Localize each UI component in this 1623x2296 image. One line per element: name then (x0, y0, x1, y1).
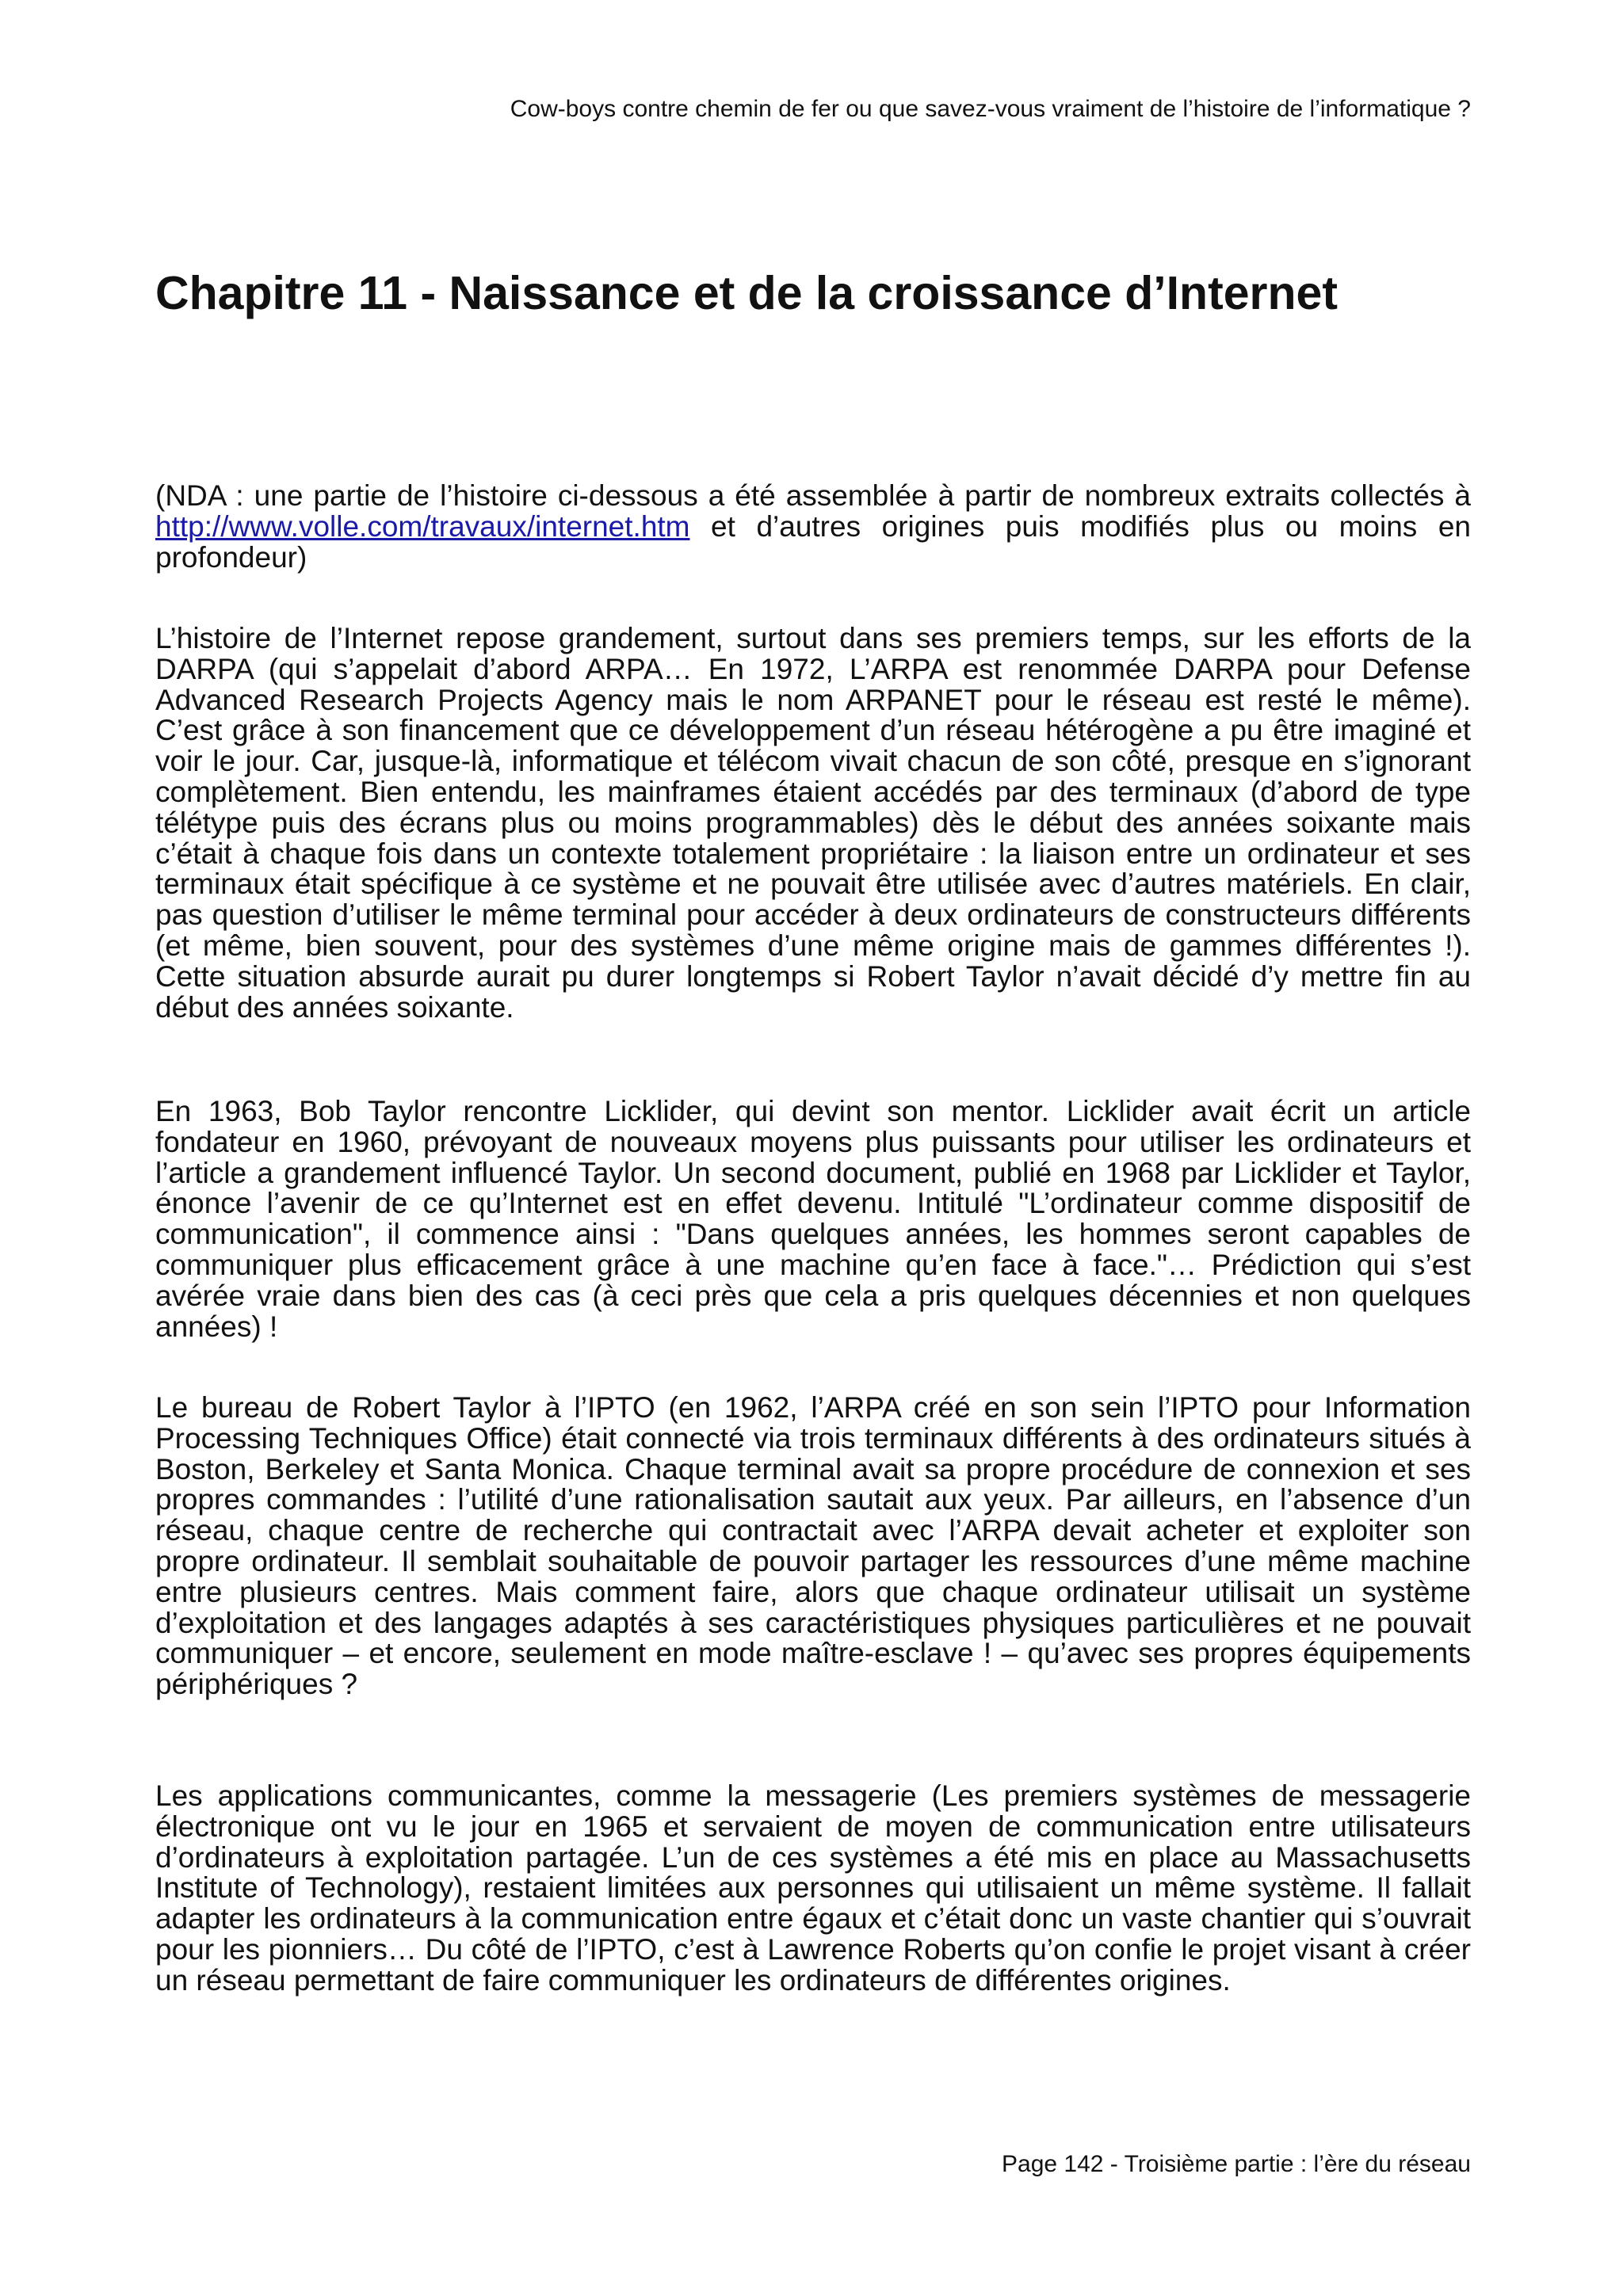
page-footer: Page 142 - Troisième partie : l’ère du réseau (1002, 2151, 1471, 2177)
running-header: Cow-boys contre chemin de fer ou que savez-vous vraiment de l’histoire de l’informatique ? (510, 96, 1471, 122)
author-note-text-after: et d’autres origines puis modifiés plus ou moins en profondeur) (155, 509, 1471, 574)
chapter-title: Chapitre 11 - Naissance et de la croissance d’Internet (155, 267, 1338, 319)
paragraph-taylor-licklider: En 1963, Bob Taylor rencontre Licklider, qui devint son mentor. Licklider avait écrit un article fondateur en 1960, prévoyant de nouveaux moyens plus puissants pour utiliser les ordinateurs et l’article a grandement influencé Taylor. Un second document, publié en 1968 par Licklider et Taylor, énonce l’avenir de ce qu’Internet est en effet devenu. Intitulé "L’ordinateur comme dispositif de communication", il commence ainsi : "Dans quelques années, les hommes seront capables de communiquer plus efficacement grâce à une machine qu’en face à face."… Prédiction qui s’est avérée vraie dans bien des cas (à ceci près que cela a pris quelques décennies et non quelques années) ! (155, 1095, 1471, 1343)
source-link[interactable]: http://www.volle.com/travaux/internet.htm (155, 509, 690, 543)
paragraph-darpa-history: L’histoire de l’Internet repose grandement, surtout dans ses premiers temps, sur les efforts de la DARPA (qui s’appelait d’abord ARPA… En 1972, L’ARPA est renommée DARPA pour Defense Advanced Research Projects Agency mais le nom ARPANET pour le réseau est resté le même). C’est grâce à son financement que ce développement d’un réseau hétérogène a pu être imaginé et voir le jour. Car, jusque-là, informatique et télécom vivait chacun de son côté, presque en s’ignorant complètement. Bien entendu, les mainframes étaient accédés par des terminaux (d’abord de type télétype puis des écrans plus ou moins programmables) dès le début des années soixante mais c’était à chaque fois dans un contexte totalement propriétaire : la liaison entre un ordinateur et ses terminaux était spécifique à ce système et ne pouvait être utilisée avec d’autres matériels. En clair, pas question d’utiliser le même terminal pour accéder à deux ordinateurs de constructeurs différents (et même, bien souvent, pour des systèmes d’une même origine mais de gammes différentes !). Cette situation absurde aurait pu durer longtemps si Robert Taylor n’avait décidé d’y mettre fin au début des années soixante. (155, 622, 1471, 1024)
paragraph-ipto-office: Le bureau de Robert Taylor à l’IPTO (en 1962, l’ARPA créé en son sein l’IPTO pour Information Processing Techniques Office) était connecté via trois terminaux différents à des ordinateurs situés à Boston, Berkeley et Santa Monica. Chaque terminal avait sa propre procédure de connexion et ses propres commandes : l’utilité d’une rationalisation sautait aux yeux. Par ailleurs, en l’absence d’un réseau, chaque centre de recherche qui contractait avec l’ARPA devait acheter et exploiter son propre ordinateur. Il semblait souhaitable de pouvoir partager les ressources d’une même machine entre plusieurs centres. Mais comment faire, alors que chaque ordinateur utilisait un système d’exploitation et des langages adaptés à ses caractéristiques physiques particulières et ne pouvait communiquer – et encore, seulement en mode maître-esclave ! – qu’avec ses propres équipements périphériques ? (155, 1391, 1471, 1701)
author-note (155, 481, 1471, 573)
author-note-text-before: (NDA : une partie de l’histoire ci-dessous a été assemblée à partir de nombreux extraits collectés à (155, 479, 1471, 512)
paragraph-communicating-applications: Les applications communicantes, comme la messagerie (Les premiers systèmes de messagerie électronique ont vu le jour en 1965 et servaient de moyen de communication entre utilisateurs d’ordinateurs à exploitation partagée. L’un de ces systèmes a été mis en place au Massachusetts Institute of Technology), restaient limitées aux personnes qui utilisaient un même système. Il fallait adapter les ordinateurs à la communication entre égaux et c’était donc un vaste chantier qui s’ouvrait pour les pionniers… Du côté de l’IPTO, c’est à Lawrence Roberts qu’on confie le projet visant à créer un réseau permettant de faire communiquer les ordinateurs de différentes origines. (155, 1779, 1471, 1997)
